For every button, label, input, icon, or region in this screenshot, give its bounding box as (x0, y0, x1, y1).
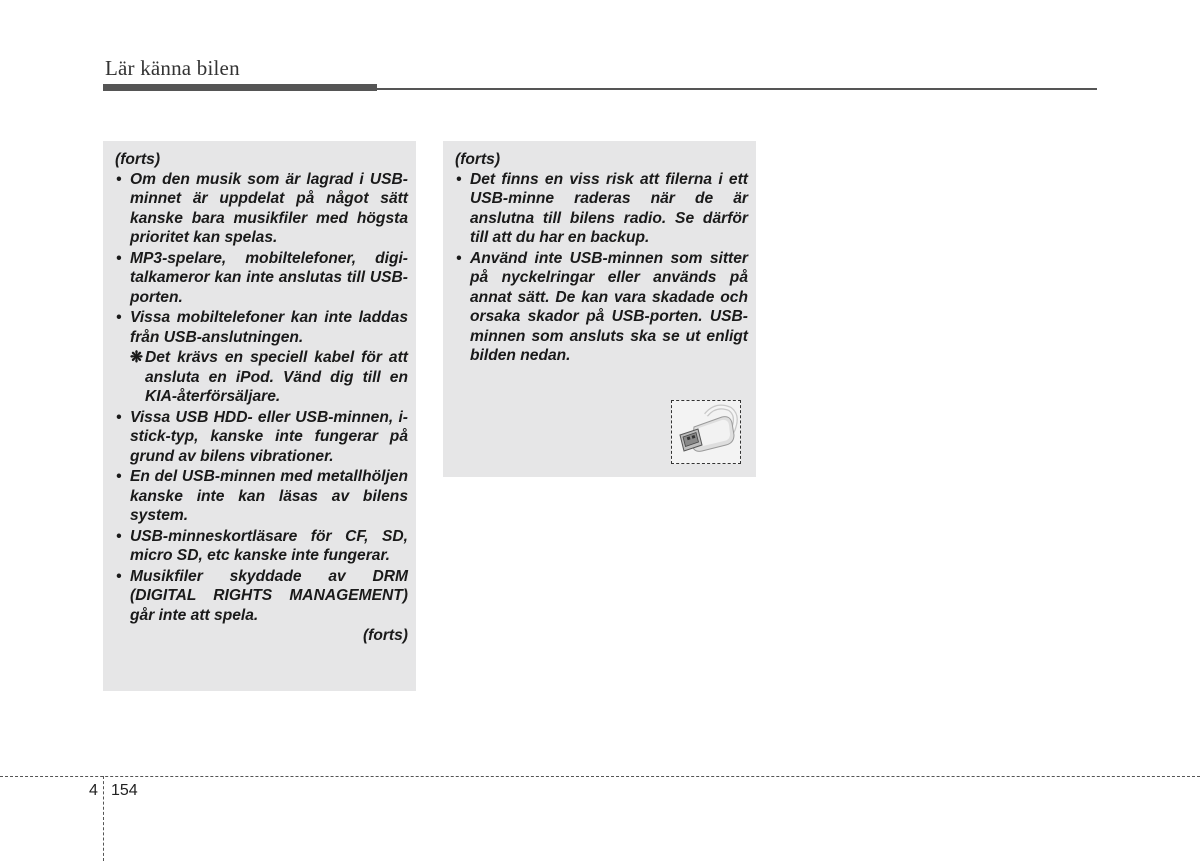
list-item: • Det finns en viss risk att filerna i ett USB-minne raderas när de är anslutna till bilens radio. Se därför till att du har en backup. (456, 170, 748, 246)
bullet-list (115, 408, 408, 626)
list-item: • Använd inte USB-minnen som sitter på nyckelringar eller används på annat sätt. De kan vara skadade och orsaka skador på USB-porten. USB-minnen som ansluts ska se ut enligt bilden nedan. (456, 249, 748, 364)
bullet-icon: • (116, 170, 122, 188)
list-item: • USB-minneskortläsare för CF, SD, micro SD, etc kanske inte fungerar. (116, 527, 408, 564)
header-rule-thin (377, 88, 1097, 90)
list-item: • Vissa mobiltelefoner kan inte laddas från USB-anslutningen. (116, 309, 408, 346)
continued-label-bottom: (forts) (362, 627, 408, 644)
bullet-icon: • (456, 170, 462, 188)
left-info-box (103, 141, 416, 691)
ipod-note: ❋ Det krävs en speciell kabel för att ansluta en iPod. Vänd dig till en KIA-återförsäljare. (130, 349, 408, 405)
page-header-title: Lär känna bilen (105, 56, 240, 80)
header-rule-thick (103, 84, 377, 91)
bullet-icon: • (116, 527, 122, 545)
bullet-icon: • (116, 309, 122, 326)
usb-stick-icon (672, 401, 740, 463)
list-item: • Om den musik som är lagrad i USB-minnet är uppdelat på något sätt kanske bara musikfiler med högsta prioritet kan spelas. (116, 170, 408, 246)
footer-dashed-divider (103, 776, 104, 861)
footer-dashed-rule (0, 776, 1200, 777)
bullet-icon: • (116, 468, 122, 485)
bullet-icon: • (116, 408, 122, 426)
asterisk-icon: ❋ (130, 349, 144, 366)
list-item: • En del USB-minnen med metallhöljen kanske inte kan läsas av bilens system. (116, 468, 408, 524)
bullet-icon: • (116, 567, 122, 585)
continued-label-top: (forts) (455, 151, 501, 168)
list-item: • Musikfiler skyddade av DRM (DIGITAL RIGHTS MANAGEMENT) går inte att spela. (116, 567, 408, 624)
usb-stick-illustration (671, 400, 741, 464)
bullet-icon: • (116, 249, 122, 267)
list-item: • MP3-spelare, mobiltelefoner, digi-talkameror kan inte anslutas till USB-porten. (116, 249, 408, 306)
continued-label-top: (forts) (115, 151, 161, 168)
bullet-list (115, 170, 408, 348)
bullet-list (455, 170, 748, 366)
list-item: • Vissa USB HDD- eller USB-minnen, i-stick-typ, kanske inte fungerar på grund av bilens vibrationer. (116, 408, 408, 465)
bullet-icon: • (456, 249, 462, 267)
chapter-number: 4 (89, 782, 98, 799)
page-number: 154 (111, 782, 138, 799)
